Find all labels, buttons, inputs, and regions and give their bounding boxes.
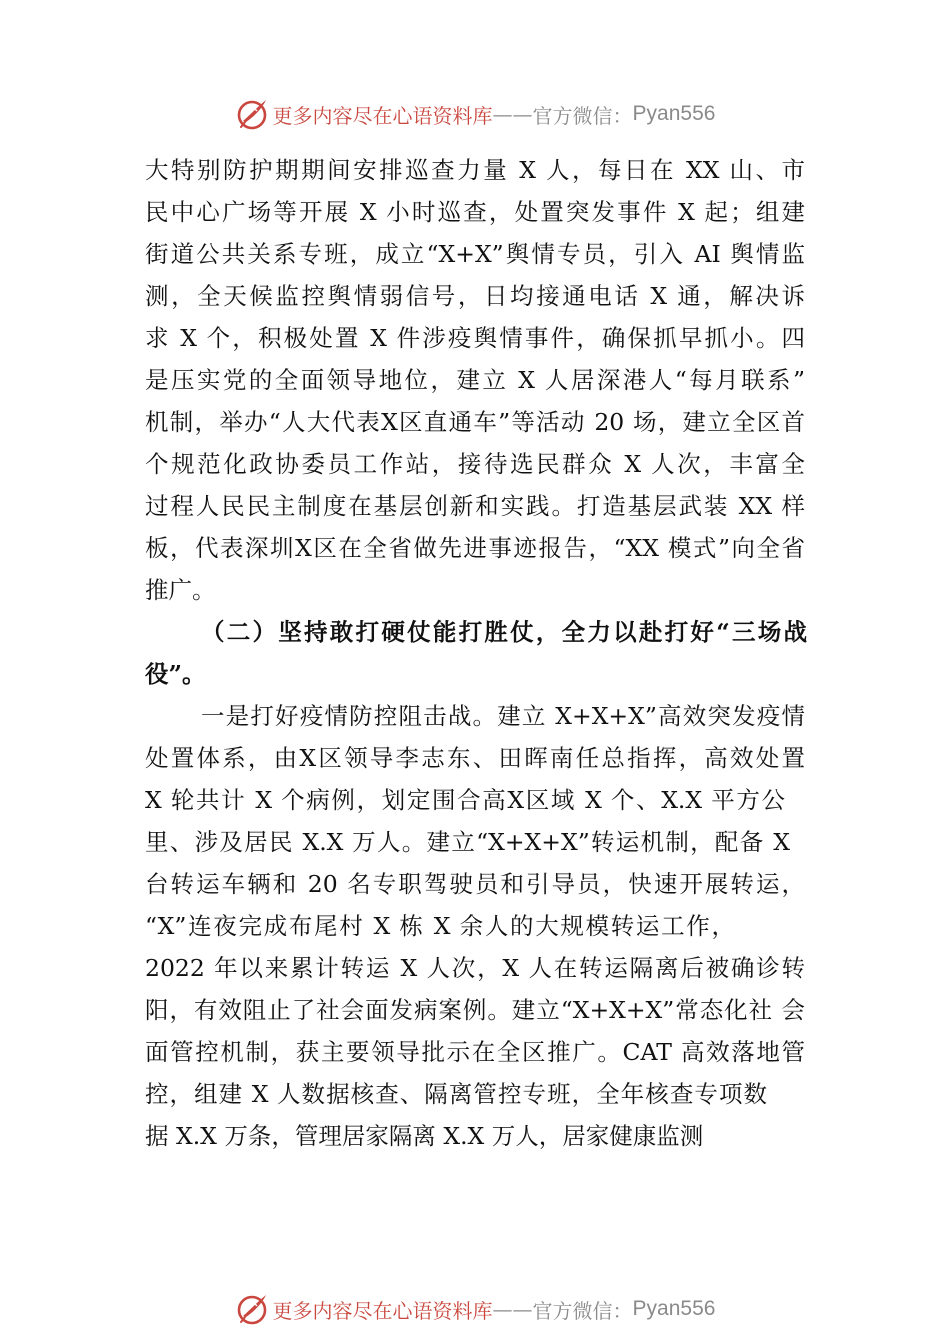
section-heading-cont: 役”。 xyxy=(145,660,206,688)
text-line: 处置体系，由Ⅹ区领导李志东、田晖南任总指挥，高效处置 xyxy=(145,744,805,772)
watermark-dash: —— xyxy=(492,1297,533,1321)
section-heading: （二）坚持敢打硬仗能打胜仗，全力以赴打好“三场战 xyxy=(201,618,807,646)
text-line: 面管控机制，获主要领导批示在全区推广。CAT 高效落地管 xyxy=(145,1038,805,1066)
watermark-dash: —— xyxy=(492,102,533,126)
text-line: 推广。 xyxy=(145,576,216,604)
text-line: X 轮共计 X 个病例，划定围合高Ⅹ区域 X 个、X.X 平方公 xyxy=(145,786,785,814)
text-line: “X”连夜完成布尾村 X 栋 X 余人的大规模转运工作， xyxy=(145,912,735,940)
text-line: 民中心广场等开展 X 小时巡查，处置突发事件 X 起；组建 xyxy=(145,198,805,226)
text-line: 机制，举办“人大代表Ⅹ区直通车”等活动 20 场，建立全区首 xyxy=(145,408,805,436)
quill-seal-icon xyxy=(235,96,271,132)
text-line: 求 X 个，积极处置 X 件涉疫舆情事件，确保抓早抓小。四 xyxy=(145,324,805,352)
watermark-brand: 更多内容尽在心语资料库 xyxy=(272,103,493,128)
footer-watermark xyxy=(0,1289,950,1329)
watermark-label: 官方微信： xyxy=(532,1298,633,1323)
paragraph-start: 一是打好疫情防控阻击战。建立 X+X+X”高效突发疫情 xyxy=(201,702,805,730)
text-line: 台转运车辆和 20 名专职驾驶员和引导员，快速开展转运， xyxy=(145,870,805,898)
text-line: 据 X.X 万条，管理居家隔离 X.X 万人，居家健康监测 xyxy=(145,1122,704,1150)
watermark-id: Pyan556 xyxy=(632,1297,716,1320)
header-watermark xyxy=(0,94,950,134)
text-line: 里、涉及居民 X.X 万人。建立“X+X+X”转运机制，配备 X xyxy=(145,828,790,856)
text-line: 板，代表深圳Ⅹ区在全省做先进事迹报告，“XX 模式”向全省 xyxy=(145,534,805,562)
text-line: 阳，有效阻止了社会面发病案例。建立“X+X+X”常态化社 会 xyxy=(145,996,805,1024)
text-line: 过程人民民主制度在基层创新和实践。打造基层武装 XX 样 xyxy=(145,492,805,520)
text-line: 是压实党的全面领导地位，建立 X 人居深港人“每月联系” xyxy=(145,366,805,394)
text-line: 2022 年以来累计转运 X 人次，X 人在转运隔离后被确诊转 xyxy=(145,954,805,982)
text-line: 控，组建 X 人数据核查、隔离管控专班，全年核查专项数 xyxy=(145,1080,767,1108)
text-line: 测，全天候监控舆情弱信号，日均接通电话 X 通，解决诉 xyxy=(145,282,805,310)
quill-seal-icon xyxy=(235,1291,271,1327)
watermark-brand: 更多内容尽在心语资料库 xyxy=(272,1298,493,1323)
text-line: 大特别防护期期间安排巡查力量 X 人，每日在 XX 山、市 xyxy=(145,156,805,184)
text-line: 个规范化政协委员工作站，接待选民群众 X 人次，丰富全 xyxy=(145,450,805,478)
watermark-label: 官方微信： xyxy=(532,103,633,128)
watermark-id: Pyan556 xyxy=(632,102,716,125)
text-line: 街道公共关系专班，成立“X+X”舆情专员，引入 AI 舆情监 xyxy=(145,240,805,268)
